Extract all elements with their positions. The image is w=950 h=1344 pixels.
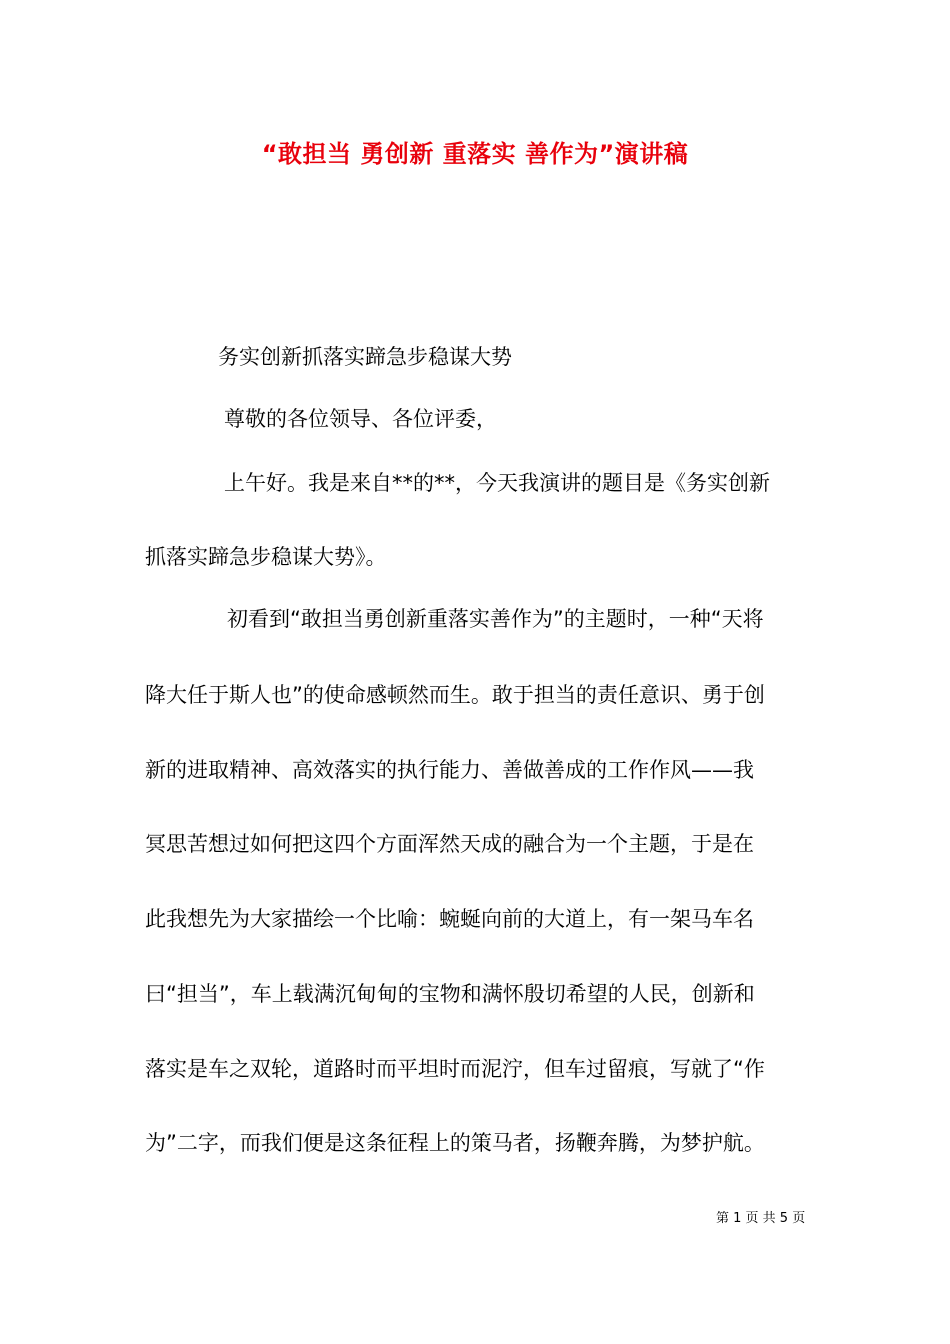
paragraph1-line2: 抓落实蹄急步稳谋大势》。 — [145, 545, 387, 569]
paragraph1-line1: 上午好。我是来自**的**，今天我演讲的题目是《务实创新 — [224, 471, 770, 495]
paragraph2-line3: 新的进取精神、高效落实的执行能力、善做善成的工作作风——我 — [145, 758, 754, 782]
page-indicator: 第 1 页 共 5 页 — [716, 1211, 806, 1226]
paragraph2-line8: 为”二字，而我们便是这条征程上的策马者，扬鞭奔腾，为梦护航。 — [145, 1131, 765, 1155]
paragraph2-line2: 降大任于斯人也”的使命感顿然而生。敢于担当的责任意识、勇于创 — [145, 683, 765, 707]
paragraph2-line1: 初看到“敢担当勇创新重落实善作为”的主题时，一种“天将 — [227, 607, 764, 631]
paragraph2-line6: 曰“担当”，车上载满沉甸甸的宝物和满怀殷切希望的人民，创新和 — [145, 982, 755, 1006]
paragraph2-line4: 冥思苦想过如何把这四个方面浑然天成的融合为一个主题，于是在 — [145, 832, 754, 856]
paragraph2-line5: 此我想先为大家描绘一个比喻：蜿蜒向前的大道上，有一架马车名 — [145, 907, 754, 931]
document-subtitle: 务实创新抓落实蹄急步稳谋大势 — [218, 345, 512, 369]
document-title: “敢担当 勇创新 重落实 善作为”演讲稿 — [261, 140, 689, 168]
paragraph2-line7: 落实是车之双轮，道路时而平坦时而泥泞，但车过留痕，写就了“作 — [145, 1057, 765, 1081]
salutation: 尊敬的各位领导、各位评委， — [224, 407, 497, 431]
